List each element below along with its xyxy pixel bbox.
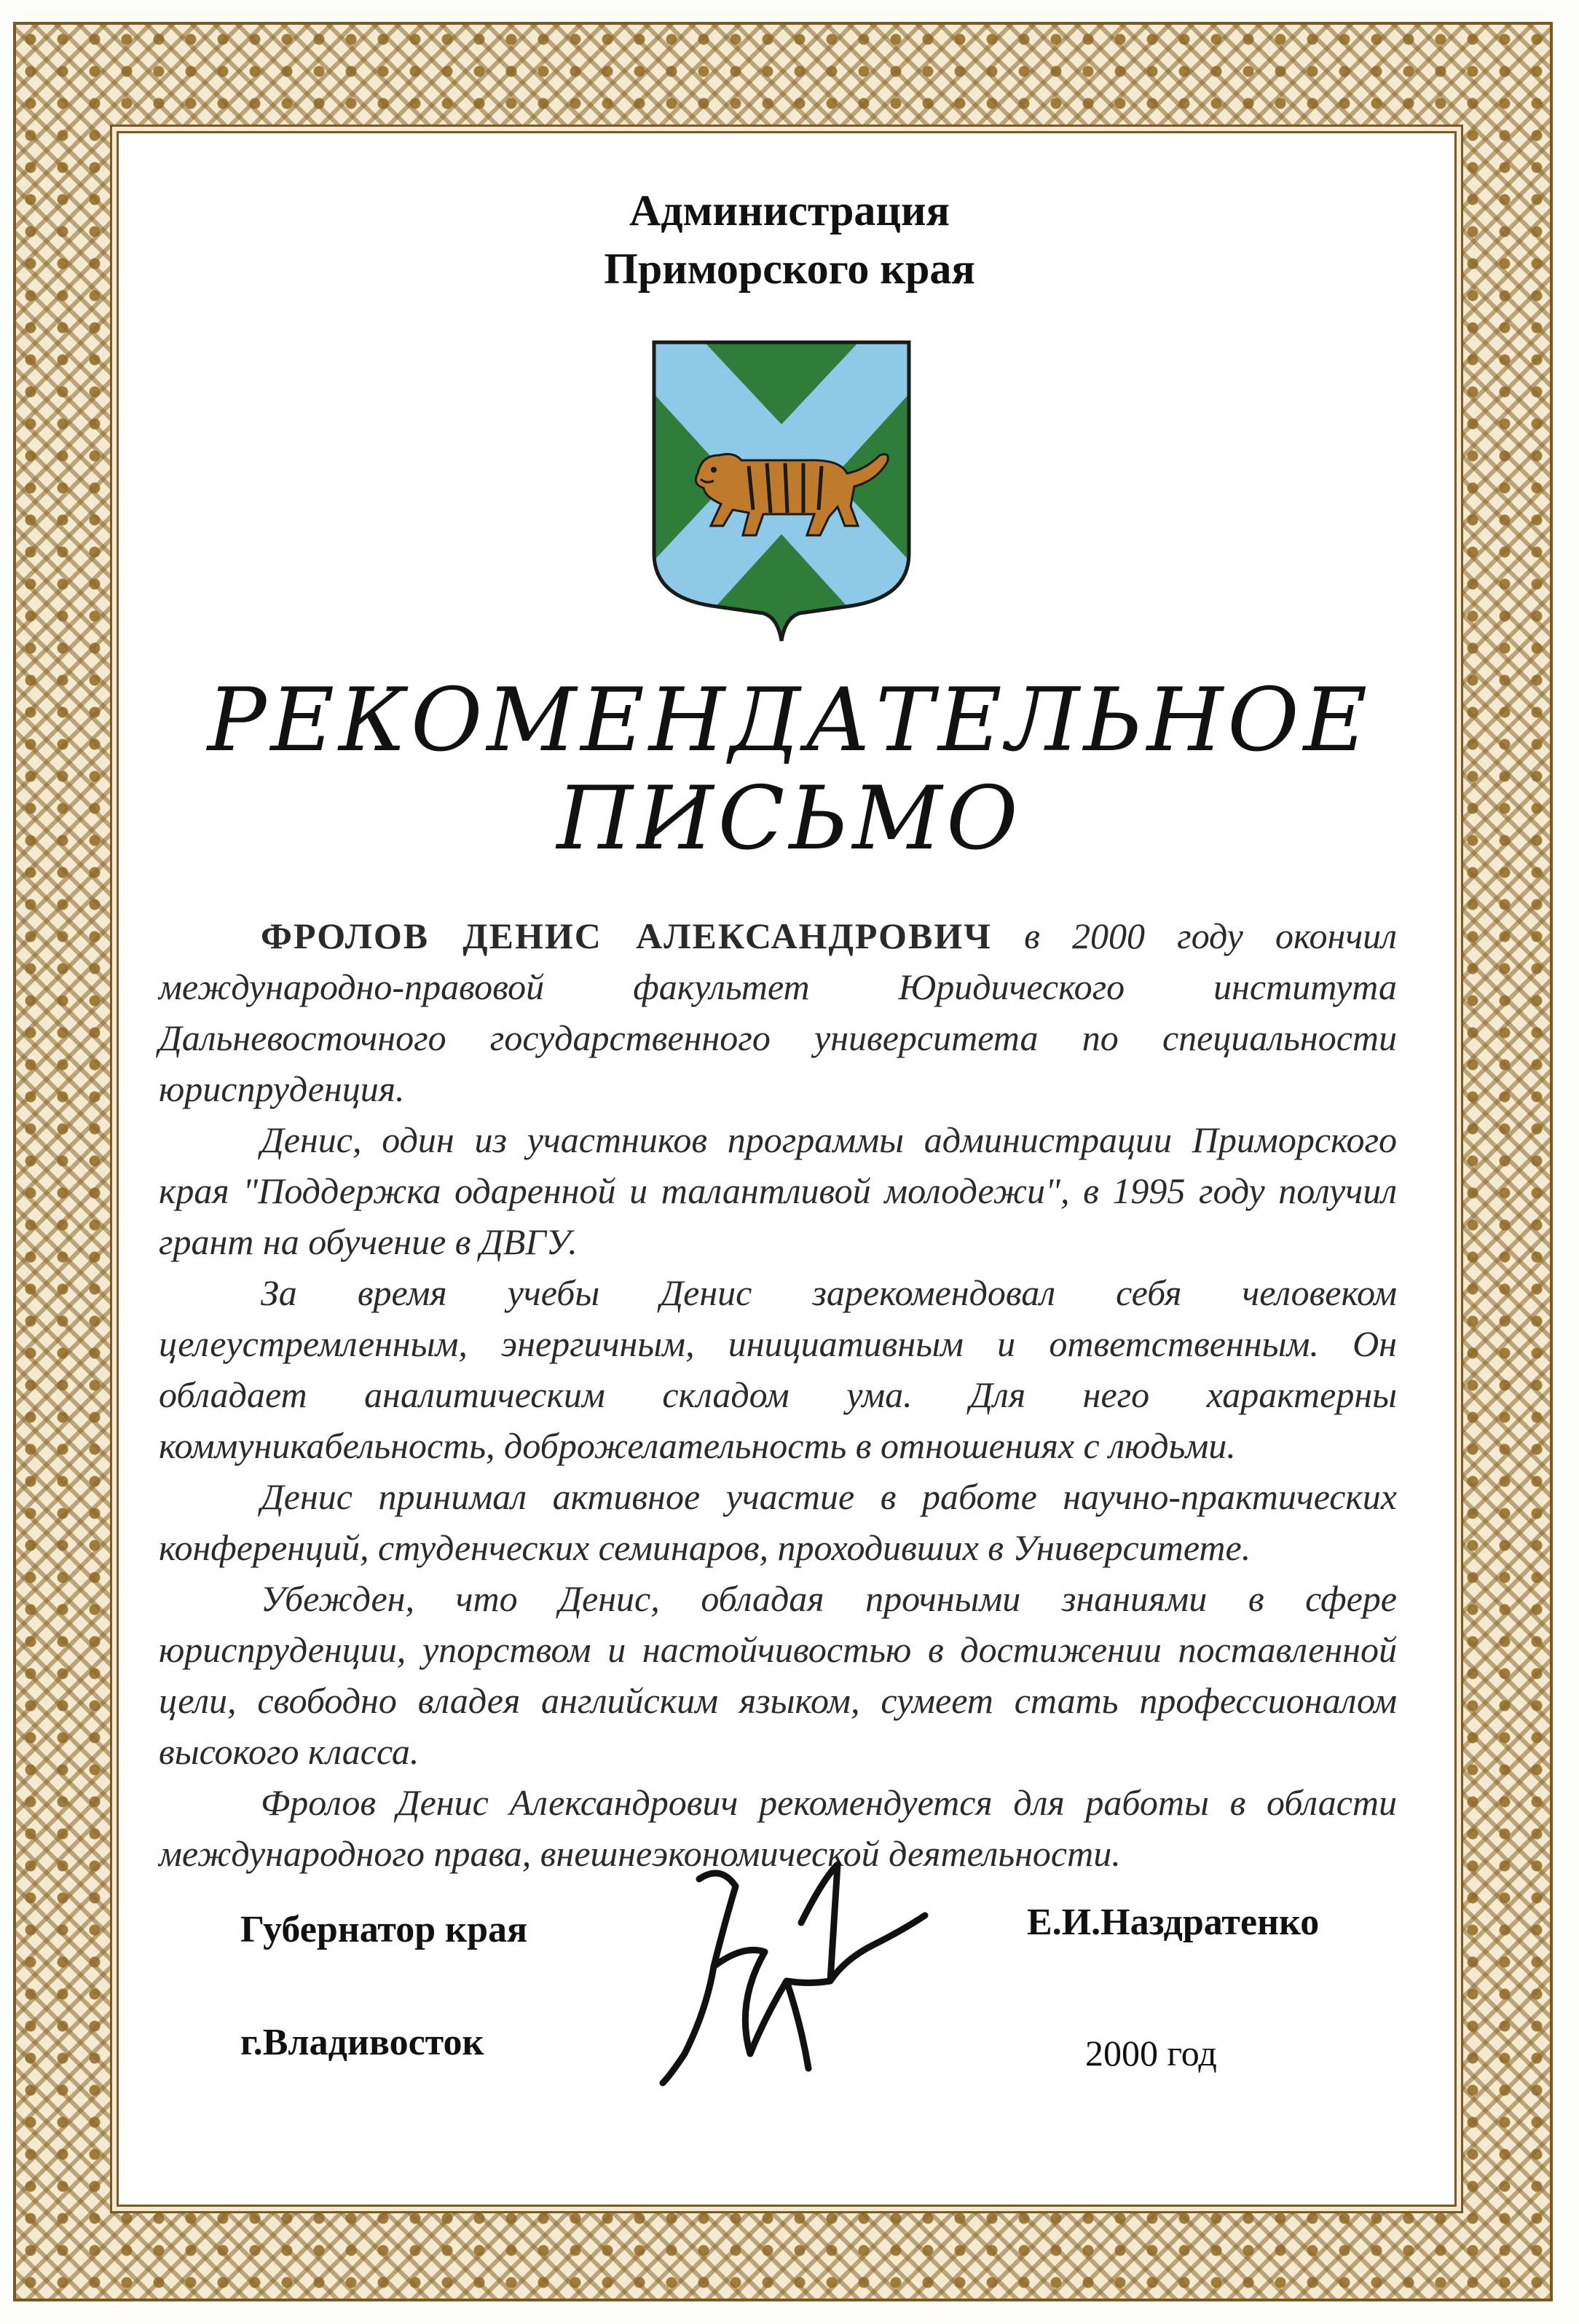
header-line-1: Администрация bbox=[629, 186, 950, 235]
paragraph-3: За время учебы Денис зарекомендовал себя человеком целеустремленным, энергичным, инициативным и ответственным. Он обладает аналитическим складом ума. Для него характерны коммуникабельность, доброжелательность в отношениях с людьми. bbox=[159, 1272, 1397, 1466]
paragraph-2: Денис, один из участников программы администрации Приморского края "Поддержка одаренной и талантливой молодежи", в 1995 году получил грант на обучение в ДВГУ. bbox=[159, 1119, 1397, 1262]
letter-body bbox=[159, 910, 1397, 1879]
document-year: 2000 год bbox=[1085, 2033, 1217, 2073]
paragraph-1 bbox=[159, 910, 1397, 1114]
city: г.Владивосток bbox=[240, 2022, 484, 2063]
handwritten-signature bbox=[655, 1835, 932, 2097]
paragraph-5: Убежден, что Денис, обладая прочными знаниями в сфере юриспруденции, упорством и настойчивостью в достижении поставленной цели, свободно владея английским языком, сумеет стать профессионалом высокого класса. bbox=[159, 1578, 1397, 1772]
paragraph-6: Фролов Денис Александрович рекомендуется для работы в области международного права, внешнеэкономической деятельности. bbox=[159, 1782, 1397, 1874]
document-title-line-1: РЕКОМЕНДАТЕЛЬНОЕ bbox=[207, 670, 1372, 771]
candidate-name: ФРОЛОВ ДЕНИС АЛЕКСАНДРОВИЧ bbox=[261, 915, 992, 956]
paragraph-1-text: в 2000 году окончил международно-правовой факультет Юридического института Дальневосточного государственного университета по специальности юриспруденция. bbox=[159, 915, 1397, 1109]
document-title-line-2: ПИСЬМО bbox=[556, 768, 1023, 870]
coat-of-arms-tiger-icon bbox=[647, 335, 916, 655]
signer-name: Е.И.Наздратенко bbox=[1027, 1902, 1320, 1943]
header-line-2: Приморского края bbox=[604, 245, 975, 293]
signer-position: Губернатор края bbox=[240, 1909, 528, 1950]
paragraph-4: Денис принимал активное участие в работе научно-практических конференций, студенческих семинаров, проходивших в Университете. bbox=[159, 1476, 1397, 1568]
